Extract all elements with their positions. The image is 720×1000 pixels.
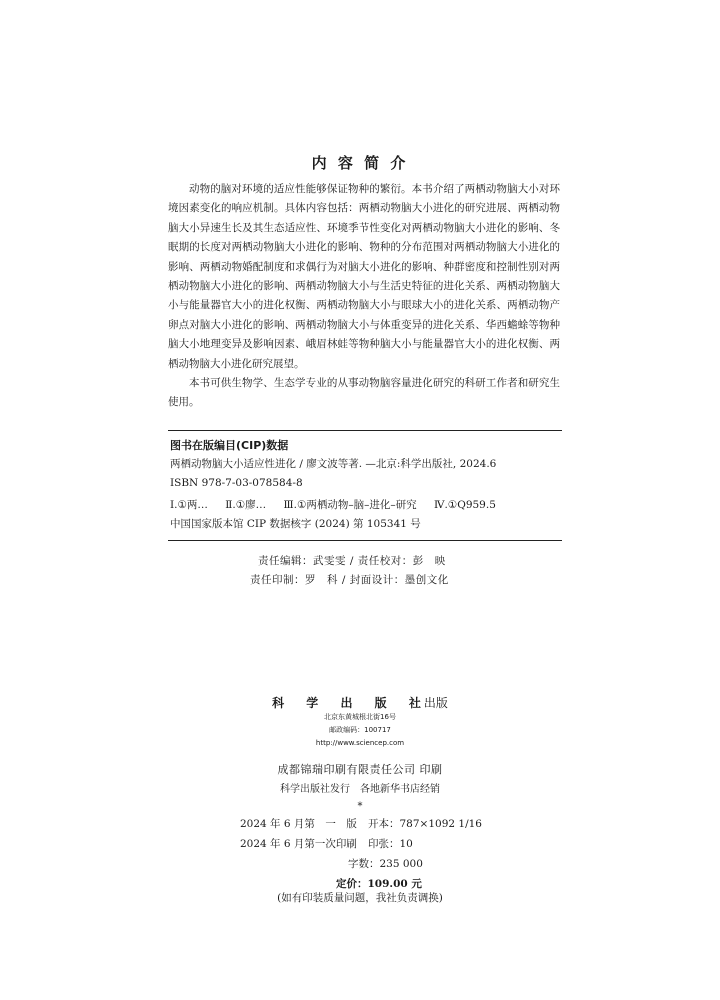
publisher-url: http://www.sciencep.com xyxy=(315,739,405,747)
cip-isbn: ISBN 978-7-03-078584-8 xyxy=(170,477,303,489)
cip-library-number: 中国国家版本馆 CIP 数据核字 (2024) 第 105341 号 xyxy=(170,518,421,530)
edition-row xyxy=(240,814,500,834)
publisher-logo-text: 科 学 出 版 社 xyxy=(272,696,430,710)
introduction-paragraph: 本书可供生物学、生态学专业的从事动物脑容量进化研究的科研工作者和研究生使用。 xyxy=(168,377,560,409)
printing-row xyxy=(240,834,500,854)
printer-name: 成都锦瑞印刷有限责任公司 印刷 xyxy=(277,763,443,776)
cip-block xyxy=(168,430,562,541)
cip-class-item: Ⅲ.①两栖动物–脑–进化–研究 xyxy=(283,499,417,511)
word-count-row xyxy=(240,854,500,874)
distributor: 科学出版社发行 各地新华书店经销 xyxy=(280,784,440,795)
cip-classification xyxy=(170,496,562,515)
editors-credits xyxy=(250,552,449,590)
separator-star: * xyxy=(357,801,363,812)
format-info: 开本：787×1092 1/16 xyxy=(368,818,482,830)
book-specs xyxy=(240,814,500,894)
editor-line: 责任印制：罗 科 / 封面设计：墨创文化 xyxy=(250,574,449,586)
price: 定价：109.00 元 xyxy=(336,878,422,890)
introduction-paragraph: 动物的脑对环境的适应性能够保证物种的繁衍。本书介绍了两栖动物脑大小对环境因素变化的响应机制。具体内容包括：两栖动物脑大小进化的研究进展、两栖动物脑大小异速生长及其生态适应性、环境季节性变化对两栖动物脑大小进化的影响、冬眠期的长度对两栖动物脑大小进化的影响、物种的分布范围对两栖动物脑大小进化的影响、两栖动物婚配制度和求偶行为对脑大小进化的影响、种群密度和控制性别对两栖动物脑大小进化的影响、两栖动物脑大小与生活史特征的进化关系、两栖动物脑大小与能量器官大小的进化权衡、两栖动物脑大小与眼球大小的进化关系、两栖动物产卵点对脑大小进化的影响、两栖动物脑大小与体重变异的进化关系、华西蟾蜍等物种脑大小地理变异及影响因素、峨眉林蛙等物种脑大小与能量器官大小的进化权衡、两栖动物脑大小进化研究展望。 xyxy=(168,183,560,370)
publisher-name xyxy=(0,694,720,711)
sheets-info: 印张：10 xyxy=(368,838,413,850)
publisher-suffix: 出版 xyxy=(423,696,448,710)
cip-title-line: 两栖动物脑大小适应性进化 / 廖文波等著. —北京:科学出版社, 2024.6 xyxy=(170,458,497,470)
printing-info: 2024 年 6 月第一次印刷 xyxy=(240,838,357,850)
introduction-body xyxy=(168,180,560,413)
cip-class-item: Ⅰ.①两… xyxy=(170,499,208,511)
edition-info: 2024 年 6 月第 一 版 xyxy=(240,818,357,830)
publisher-block xyxy=(0,694,720,750)
publisher-postcode: 邮政编码：100717 xyxy=(329,726,391,734)
cip-heading: 图书在版编目(CIP)数据 xyxy=(170,439,289,452)
word-count: 字数：235 000 xyxy=(348,858,423,870)
printing-block xyxy=(0,760,720,814)
editor-line: 责任编辑：武雯雯 / 责任校对：彭 映 xyxy=(258,555,446,567)
publisher-address: 北京东黄城根北街16号 xyxy=(324,713,396,721)
quality-notice: (如有印装质量问题，我社负责调换) xyxy=(277,892,443,904)
introduction-title: 内 容 简 介 xyxy=(311,154,409,172)
cip-class-item: Ⅱ.①廖… xyxy=(225,499,267,511)
cip-class-item: Ⅳ.①Q959.5 xyxy=(433,499,496,511)
